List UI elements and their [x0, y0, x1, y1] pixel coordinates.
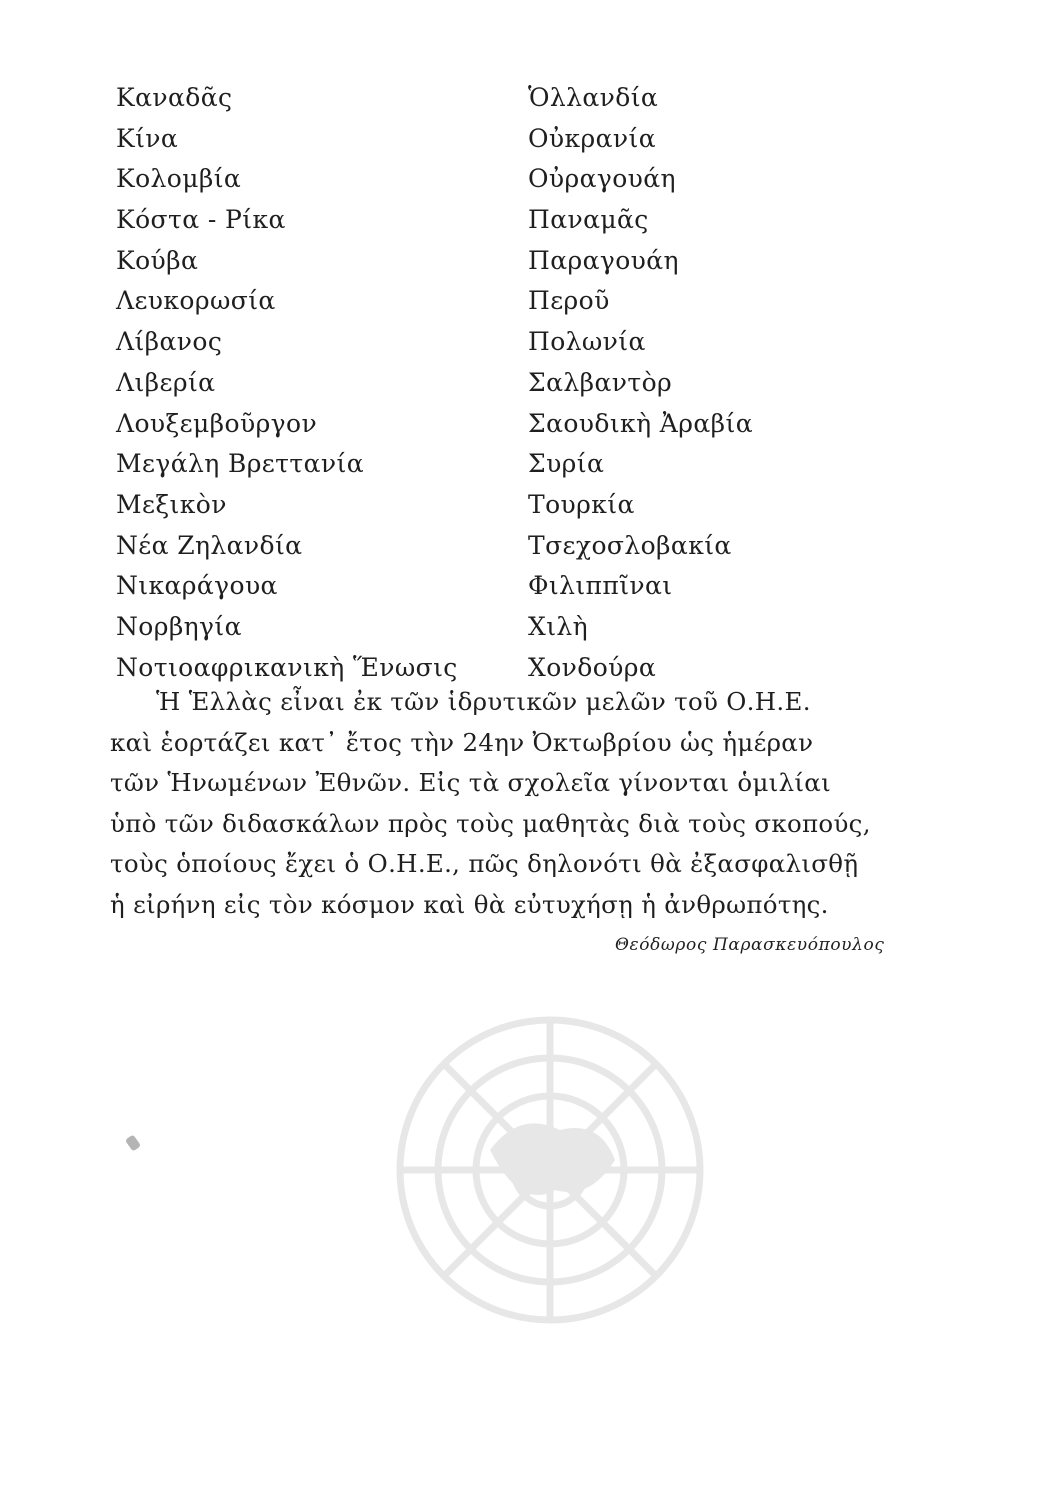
paragraph-line: Ἡ Ἑλλὰς εἶναι ἐκ τῶν ἱδρυτικῶν μελῶν τοῦ Ο.Η.Ε. — [156, 687, 811, 716]
country-name: Κίνα — [116, 123, 179, 153]
country-name: Παναμᾶς — [528, 205, 649, 235]
country-name: Ὁλλανδία — [528, 83, 659, 112]
country-name: Καναδᾶς — [116, 83, 233, 112]
ink-speck — [125, 1134, 141, 1151]
member-countries-right-column — [528, 78, 753, 688]
country-name: Τσεχοσλοβακία — [528, 530, 732, 560]
country-name: Σαλβαντὸρ — [528, 367, 673, 397]
country-name: Μεγάλη Βρεττανία — [116, 449, 364, 479]
country-name: Οὐκρανία — [528, 123, 656, 153]
country-name: Συρία — [528, 449, 605, 479]
author-signature: Θεόδωρος Παρασκευόπουλος — [615, 935, 885, 955]
paragraph-line: τῶν Ἡνωμένων Ἐθνῶν. Εἰς τὰ σχολεῖα γίνονται ὁμιλίαι — [110, 768, 832, 797]
country-name: Χονδούρα — [528, 652, 657, 682]
country-name: Κόστα - Ρίκα — [116, 205, 286, 235]
country-name: Σαουδικὴ Ἀραβία — [528, 408, 753, 438]
country-name: Μεξικὸν — [116, 489, 227, 519]
country-name: Λίβανος — [116, 327, 223, 357]
country-name: Νέα Ζηλανδία — [116, 530, 303, 560]
country-name: Οὐραγουάη — [528, 164, 676, 194]
country-name: Νοτιοαφρικανικὴ Ἕνωσις — [116, 652, 458, 682]
body-paragraph — [110, 682, 940, 925]
country-name: Λουξεμβοῦργον — [116, 408, 318, 438]
country-name: Νικαράγουα — [116, 571, 278, 601]
country-name: Νορβηγία — [116, 611, 242, 641]
country-name: Παραγουάη — [528, 245, 679, 275]
country-name: Κολομβία — [116, 164, 242, 194]
country-name: Λιβερία — [116, 367, 216, 397]
country-name: Τουρκία — [528, 489, 635, 519]
paragraph-line: τοὺς ὁποίους ἔχει ὁ Ο.Η.Ε., πῶς δηλονότι θὰ ἐξασφαλισθῇ — [110, 849, 859, 878]
member-countries-left-column — [116, 78, 458, 688]
un-emblem-show-through — [380, 1000, 720, 1340]
country-name: Χιλὴ — [528, 611, 589, 641]
paragraph-line: ὑπὸ τῶν διδασκάλων πρὸς τοὺς μαθητὰς διὰ τοὺς σκοπούς, — [110, 808, 871, 838]
country-name: Λευκορωσία — [116, 286, 276, 316]
country-name: Περοῦ — [528, 286, 610, 316]
country-name: Κούβα — [116, 245, 199, 275]
country-name: Φιλιππῖναι — [528, 571, 673, 601]
paragraph-line: καὶ ἑορτάζει κατ᾽ ἔτος τὴν 24ην Ὀκτωβρίου ὡς ἡμέραν — [110, 727, 814, 757]
paragraph-line: ἡ εἰρήνη εἰς τὸν κόσμον καὶ θὰ εὐτυχήσῃ ἡ ἀνθρωπότης. — [110, 889, 829, 919]
country-name: Πολωνία — [528, 327, 646, 357]
